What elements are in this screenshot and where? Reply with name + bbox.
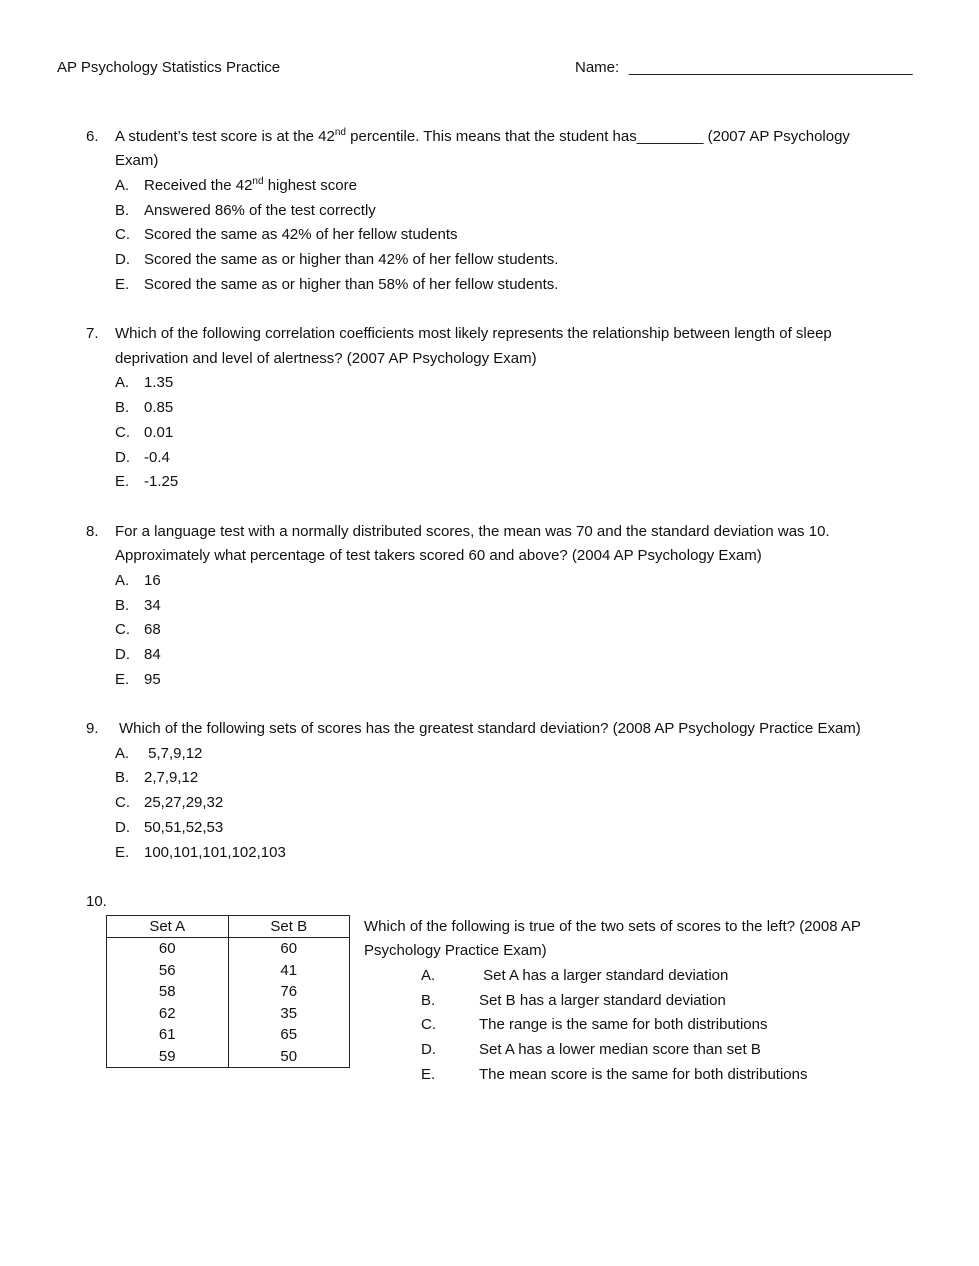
option-c[interactable]: The range is the same for both distributions [479,1016,768,1033]
option-letter: C. [421,1016,436,1033]
table-row [107,960,350,982]
option-a[interactable]: 5,7,9,12 [144,745,203,762]
option-letter: A. [115,177,130,194]
option-b[interactable]: Set B has a larger standard deviation [479,992,726,1009]
option-letter: B. [115,769,130,786]
question-text-cont: Psychology Practice Exam) [364,942,547,959]
table-cell: 35 [228,1003,350,1025]
option-letter: B. [115,202,130,219]
option-letter: C. [115,794,130,811]
option-letter: D. [421,1041,436,1058]
option-d[interactable]: 84 [144,646,161,663]
option-letter: A. [115,374,130,391]
option-a[interactable]: Set A has a larger standard deviation [479,967,729,984]
option-letter: E. [115,276,130,293]
worksheet-title: AP Psychology Statistics Practice [57,59,281,76]
table-row [107,981,350,1003]
name-label: Name: [575,59,620,76]
option-d[interactable]: Set A has a lower median score than set B [479,1041,761,1058]
table-header-row [107,916,350,938]
option-b[interactable]: Answered 86% of the test correctly [144,202,376,219]
question-number: 6. [86,128,99,145]
table-row [107,1046,350,1068]
question-text: For a language test with a normally distributed scores, the mean was 70 and the standard deviation was 10. [115,523,830,540]
option-d[interactable]: 50,51,52,53 [144,819,224,836]
option-d[interactable]: Scored the same as or higher than 42% of her fellow students. [144,251,559,268]
option-e[interactable]: 100,101,101,102,103 [144,844,286,861]
question-number: 9. [86,720,99,737]
table-cell: 65 [228,1024,350,1046]
option-letter: E. [115,844,130,861]
option-letter: C. [115,621,130,638]
option-letter: B. [115,399,130,416]
option-b[interactable]: 2,7,9,12 [144,769,199,786]
option-b[interactable]: 0.85 [144,399,174,416]
table-cell: 41 [228,960,350,982]
question-text-cont: Approximately what percentage of test takers scored 60 and above? (2004 AP Psychology Exam) [115,547,762,564]
question-text: A student’s test score is at the 42nd percentile. This means that the student has________ (2007 AP Psychology [115,127,850,145]
question-text: Which of the following correlation coefficients most likely represents the relationship between length of sleep [115,325,832,342]
table-cell: 60 [228,938,350,960]
table-row [107,1024,350,1046]
option-letter: A. [421,967,436,984]
option-letter: D. [115,449,130,466]
scores-table [106,915,350,1068]
option-letter: B. [115,597,130,614]
option-e[interactable]: -1.25 [144,473,179,490]
option-b[interactable]: 34 [144,597,161,614]
table-cell: 61 [107,1024,229,1046]
option-e[interactable]: Scored the same as or higher than 58% of her fellow students. [144,276,559,293]
table-cell: 60 [107,938,229,960]
question-number: 10. [86,893,107,910]
table-row [107,938,350,960]
table-cell: 50 [228,1046,350,1068]
option-letter: C. [115,226,130,243]
option-a[interactable]: 16 [144,572,161,589]
question-text-cont: deprivation and level of alertness? (2007 AP Psychology Exam) [115,350,537,367]
table-row [107,1003,350,1025]
option-letter: A. [115,745,130,762]
option-e[interactable]: 95 [144,671,161,688]
option-a[interactable]: Received the 42nd highest score [144,176,357,194]
option-letter: A. [115,572,130,589]
name-field[interactable]: __________________________________ [629,59,913,76]
column-header: Set A [107,916,229,938]
question-text: Which of the following is true of the two sets of scores to the left? (2008 AP [364,918,861,935]
option-letter: D. [115,646,130,663]
option-e[interactable]: The mean score is the same for both distributions [479,1066,808,1083]
table-cell: 76 [228,981,350,1003]
question-number: 7. [86,325,99,342]
option-letter: D. [115,251,130,268]
column-header: Set B [228,916,350,938]
option-letter: D. [115,819,130,836]
option-c[interactable]: 0.01 [144,424,174,441]
option-c[interactable]: 25,27,29,32 [144,794,224,811]
option-letter: E. [421,1066,436,1083]
option-c[interactable]: Scored the same as 42% of her fellow students [144,226,458,243]
option-letter: B. [421,992,436,1009]
question-text: Which of the following sets of scores has the greatest standard deviation? (2008 AP Psychology Practice Exam) [119,720,861,737]
option-c[interactable]: 68 [144,621,161,638]
option-a[interactable]: 1.35 [144,374,174,391]
table-cell: 58 [107,981,229,1003]
option-letter: E. [115,671,130,688]
table-cell: 62 [107,1003,229,1025]
table-cell: 59 [107,1046,229,1068]
option-d[interactable]: -0.4 [144,449,170,466]
option-letter: E. [115,473,130,490]
option-letter: C. [115,424,130,441]
question-number: 8. [86,523,99,540]
question-text-cont: Exam) [115,152,159,169]
table-cell: 56 [107,960,229,982]
